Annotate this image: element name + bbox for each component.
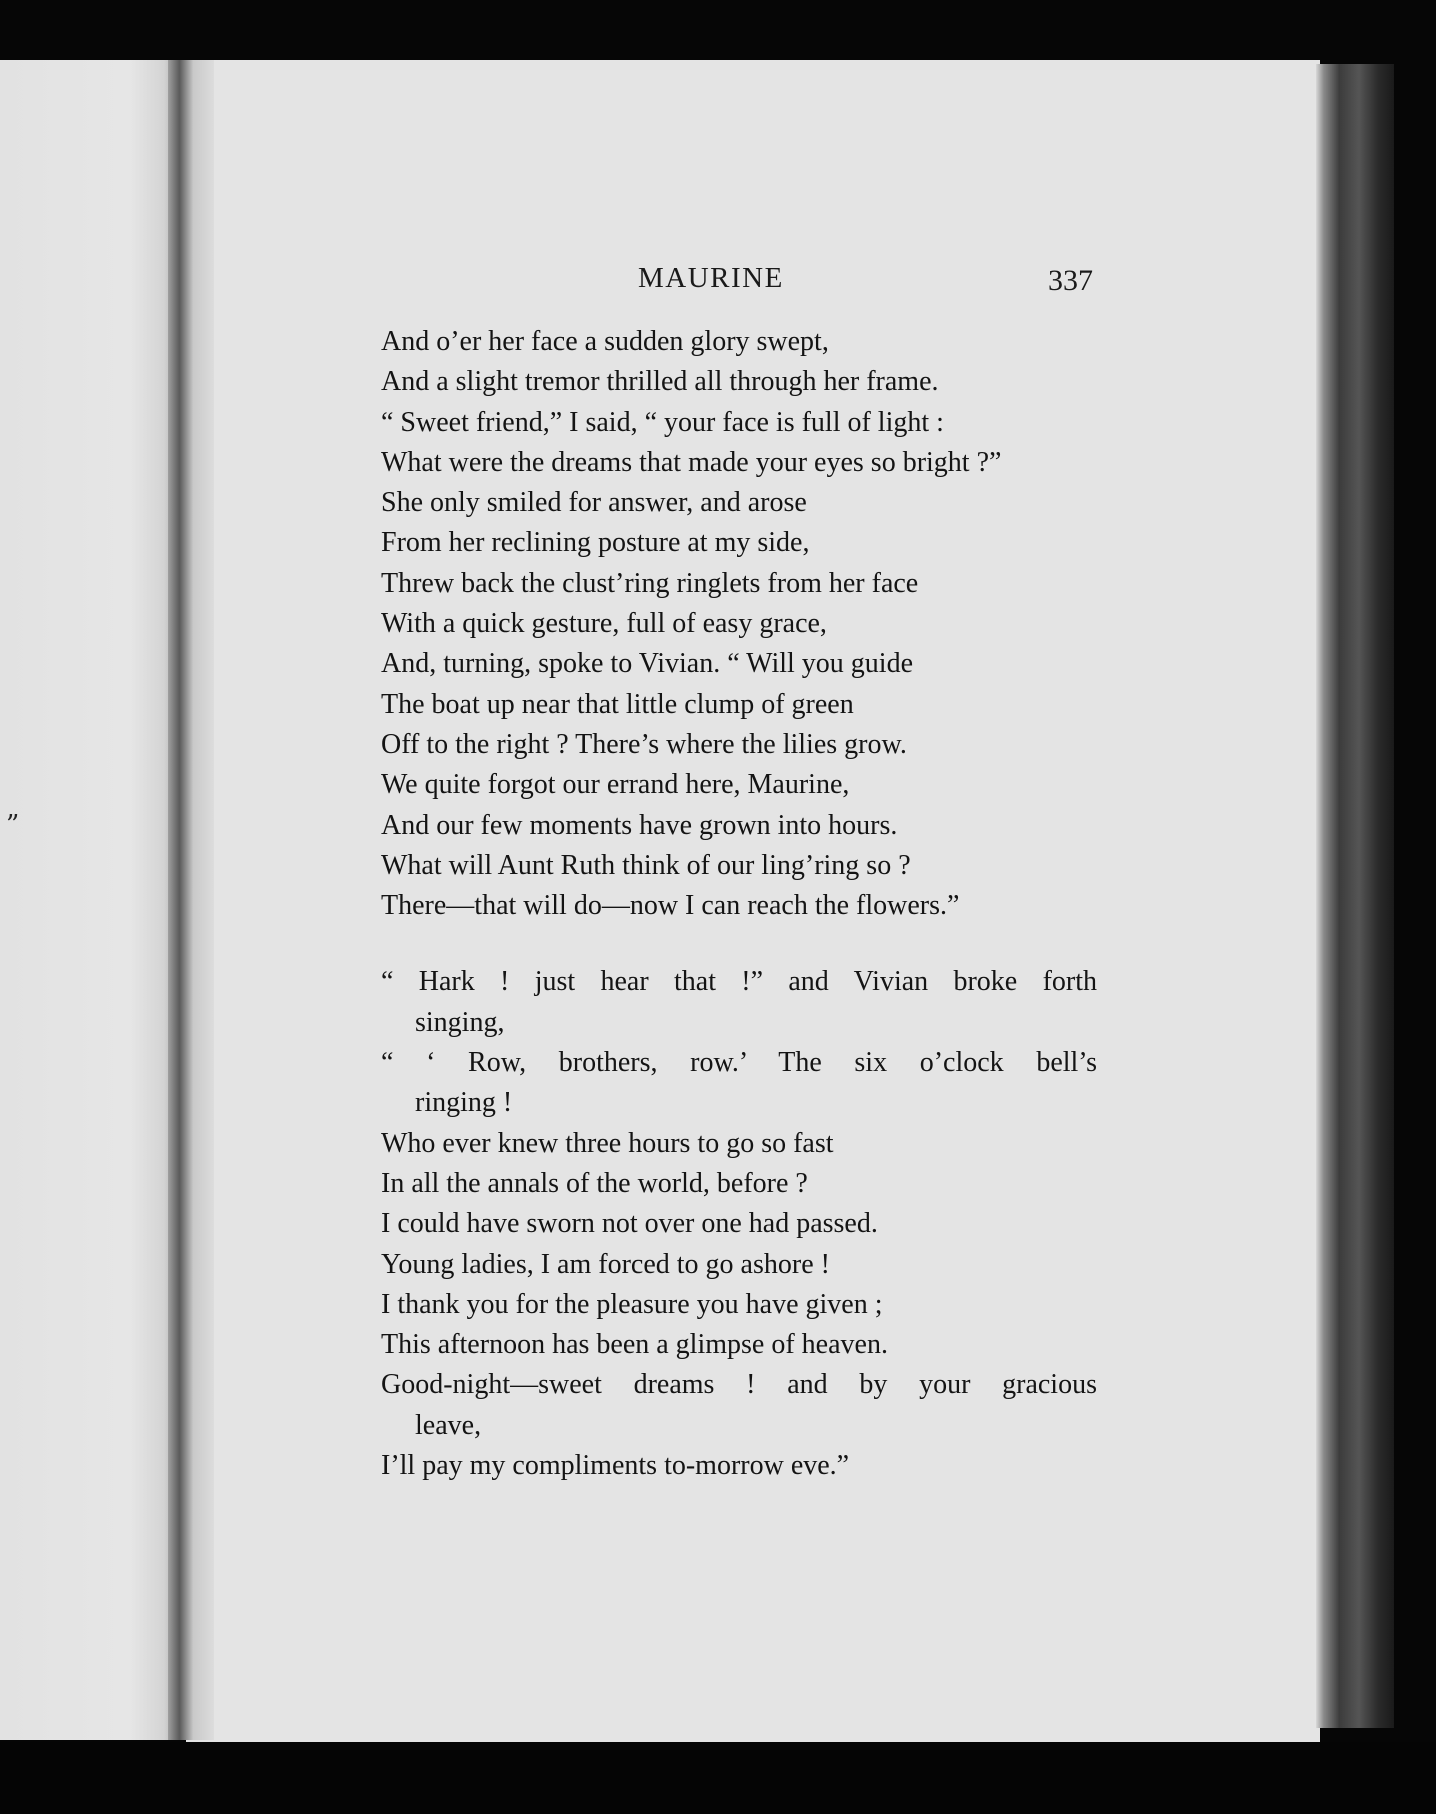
previous-page-edge [0,60,186,1740]
verse-line-continuation: ringing ! [415,1087,513,1119]
verse-line: What were the dreams that made your eyes so bright ?” [381,446,1002,478]
verse-line: And o’er her face a sudden glory swept, [381,326,829,357]
verse-line: “ Hark ! just hear that !” and Vivian broke forth [381,966,1097,998]
verse-line: Good-night—sweet dreams ! and by your gracious [381,1369,1097,1401]
verse-line: I thank you for the pleasure you have given ; [381,1288,883,1320]
verse-line: The boat up near that little clump of green [381,688,854,720]
running-head [186,262,1320,302]
verse-line: Young ladies, I am forced to go ashore ! [381,1248,830,1280]
verse-line: I’ll pay my compliments to-morrow eve.” [381,1450,850,1482]
verse-line: “ ‘ Row, brothers, row.’ The six o’clock bell’s [381,1047,1097,1079]
verse-line: And a slight tremor thrilled all through her frame. [381,366,939,398]
verse-line: Who ever knew three hours to go so fast [381,1127,834,1159]
scan-background [0,1742,1436,1814]
verse-line: Threw back the clust’ring ringlets from her face [381,567,919,599]
verse-line: What will Aunt Ruth think of our ling’ring so ? [381,849,911,881]
verse-line: I could have sworn not over one had passed. [381,1208,878,1240]
verse-line: And, turning, spoke to Vivian. “ Will you guide [381,648,913,680]
verse-line: We quite forgot our errand here, Maurine, [381,769,850,801]
verse-line: From her reclining posture at my side, [381,527,810,559]
page-edges [1316,64,1394,1728]
stanza-break [381,926,1097,962]
verse-line: Off to the right ? There’s where the lilies grow. [381,728,907,760]
stanza-1 [381,322,1097,926]
poem-text [381,322,1097,1486]
book-gutter [168,60,214,1740]
running-title: MAURINE [638,262,784,294]
page-number: 337 [1048,264,1093,297]
verse-line: In all the annals of the world, before ? [381,1167,808,1199]
verse-line-continuation: leave, [415,1409,482,1441]
verse-line: There—that will do—now I can reach the flowers.” [381,890,960,922]
stanza-2 [381,962,1097,1486]
verse-line: And our few moments have grown into hours. [381,809,898,841]
verse-line: With a quick gesture, full of easy grace, [381,608,827,640]
verse-line: She only smiled for answer, and arose [381,487,807,519]
stray-quote-mark: ” [6,810,20,840]
verse-line: “ Sweet friend,” I said, “ your face is full of light : [381,406,944,438]
verse-line: This afternoon has been a glimpse of heaven. [381,1329,888,1361]
verse-line-continuation: singing, [415,1006,505,1038]
